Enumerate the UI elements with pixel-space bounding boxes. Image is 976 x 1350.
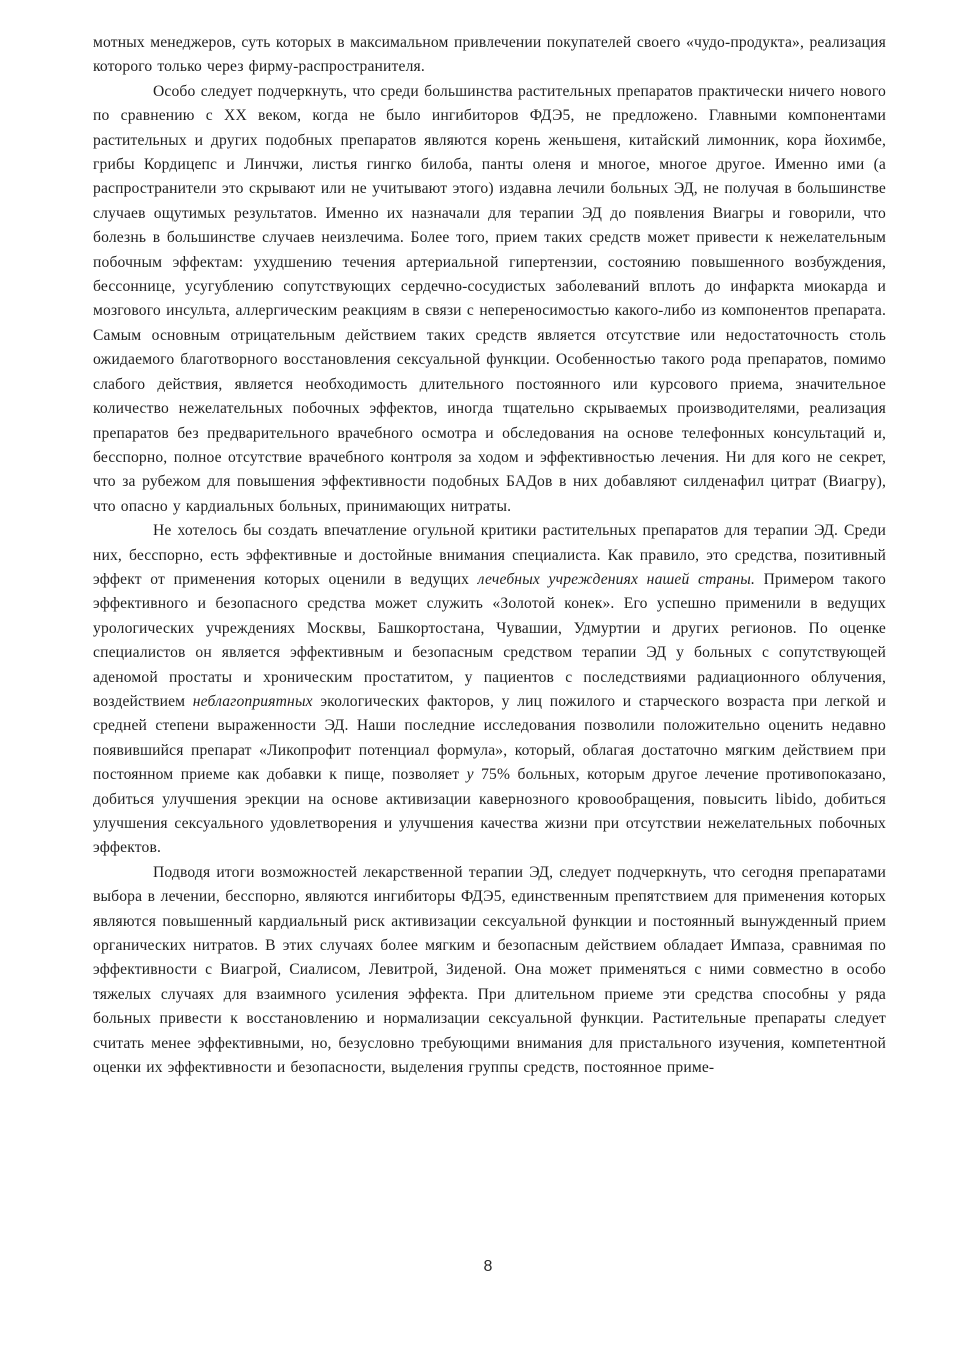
page-body <box>93 31 886 1321</box>
paragraph-continued <box>93 31 886 80</box>
italic-text: у <box>466 766 474 784</box>
text-run: Особо следует подчеркнуть, что среди большинства растительных препаратов практически ничего нового по сравнению с XX веком, когда не было ингибиторов ФДЭ5, не предложено. Главными компонентами растительных и других подобных препаратов являются корень женьшеня, китайский лимонник, кора йохимбе, грибы Кордицепс и Линчжи, листья гингко билоба, панты оленя и многое, многое другое. Именно ими (а распространители это скрывают или не учитывают этого) издавна лечили больных ЭД, не получая в большинстве случаев ощутимых результатов. Именно их назначали для терапии ЭД до появления Виагры и говорили, что болезнь в большинстве случаев неизлечима. Более того, прием таких средств может привести к нежелательным побочным эффектам: ухудшению течения артериальной гипертензии, состоянию повышенного возбуждения, бессоннице, усугублению сопутствующих сердечно-сосудистых заболеваний вплоть до инфаркта миокарда и мозгового инсульта, аллергическим реакциям в связи с непереносимостью какого-либо из компонентов препарата. Самым основным отрицательным действием таких средств является отсутствие или недостаточность столь ожидаемого благотворного восстановления сексуальной функции. Особенностью такого рода препаратов, помимо слабого действия, является необходимость длительного постоянного или курсового приема, значительное количество нежелательных побочных эффектов, иногда тщательно скрываемых производителями, реализация препаратов без предварительного врачебного осмотра и обследования на основе телефонных консультаций и, бесспорно, полное отсутствие врачебного контроля за ходом и эффективностью лечения. Ни для кого не секрет, что за рубежом для повышения эффективности подобных БАДов в них добавляют силденафил цитрат (Виагру), что опасно у кардиальных больных, принимающих нитраты. <box>93 82 886 515</box>
text-run: мотных менеджеров, суть которых в максимальном привлечении покупателей своего «чудо-продукта», реализация которого только через фирму-распространителя. <box>93 34 886 76</box>
text-run: 75% больных, которым другое лечение противопоказано, добиться улучшения эрекции на основе активизации кавернозного кровообращения, повысить libido, добиться улучшения сексуального удовлетворения и улучшения качества жизни при отсутствии нежелательных побочных эффектов. <box>93 766 886 857</box>
italic-text: лечебных учреждениях нашей страны. <box>477 570 756 588</box>
text-run: экологических факторов, у лиц пожилого и старческого возраста при легкой и средней степени выраженности ЭД. Наши последние исследования позволили положительно оценить недавно появившийся препарат «Ликопрофит потенциал формула», который, облагая достаточно мягким действием при постоянном приеме как добавки к пище, позволяет <box>93 692 887 784</box>
paragraph-conclusion <box>93 861 886 1081</box>
italic-text: неблагоприятных <box>192 692 313 710</box>
text-run: Подводя итоги возможностей лекарственной терапии ЭД, следует подчеркнуть, что сегодня препаратами выбора в лечении, бесспорно, являются ингибиторы ФДЭ5, единственным препятствием для применения которых являются повышенный кардиальный риск активизации сексуальной функции и постоянный вынужденный прием органических нитратов. В этих случаях более мягким и безопасным действием обладает Импаза, сравнимая по эффективности с Виагрой, Сиалисом, Левитрой, Зиденой. Она может применяться с ними совместно в особо тяжелых случаях для взаимного усиления эффекта. При длительном приеме эти средства способны у ряда больных привести к восстановлению и нормализации сексуальной функции. Растительные препараты следует считать менее эффективными, но, безусловно требующими внимания для пристального изучения, компетентной оценки их эффективности и безопасности, выделения группы средств, постоянное приме- <box>93 863 886 1077</box>
text-run: Примером такого эффективного и безопасного средства может служить «Золотой конек». Его успешно применили в ведущих урологических учреждениях Москвы, Башкортостана, Чувашии, Удмуртии и других регионов. По оценке специалистов он является эффективным и безопасным средством терапии ЭД у больных с сопутствующей аденомой простаты и хроническим простатитом, у пациентов с последствиями радиационного облучения, воздействием <box>93 570 886 710</box>
paragraph-effective-remedies <box>93 519 886 861</box>
paragraph-herbal-preparations <box>93 80 886 519</box>
text-run: Не хотелось бы создать впечатление огульной критики растительных препаратов для терапии ЭД. Среди них, бесспорно, есть эффективные и достойные внимания специалиста. Как правило, это средства, позитивный эффект от применения которых оценили в ведущих <box>93 522 886 588</box>
page-number: 8 <box>483 1258 493 1275</box>
